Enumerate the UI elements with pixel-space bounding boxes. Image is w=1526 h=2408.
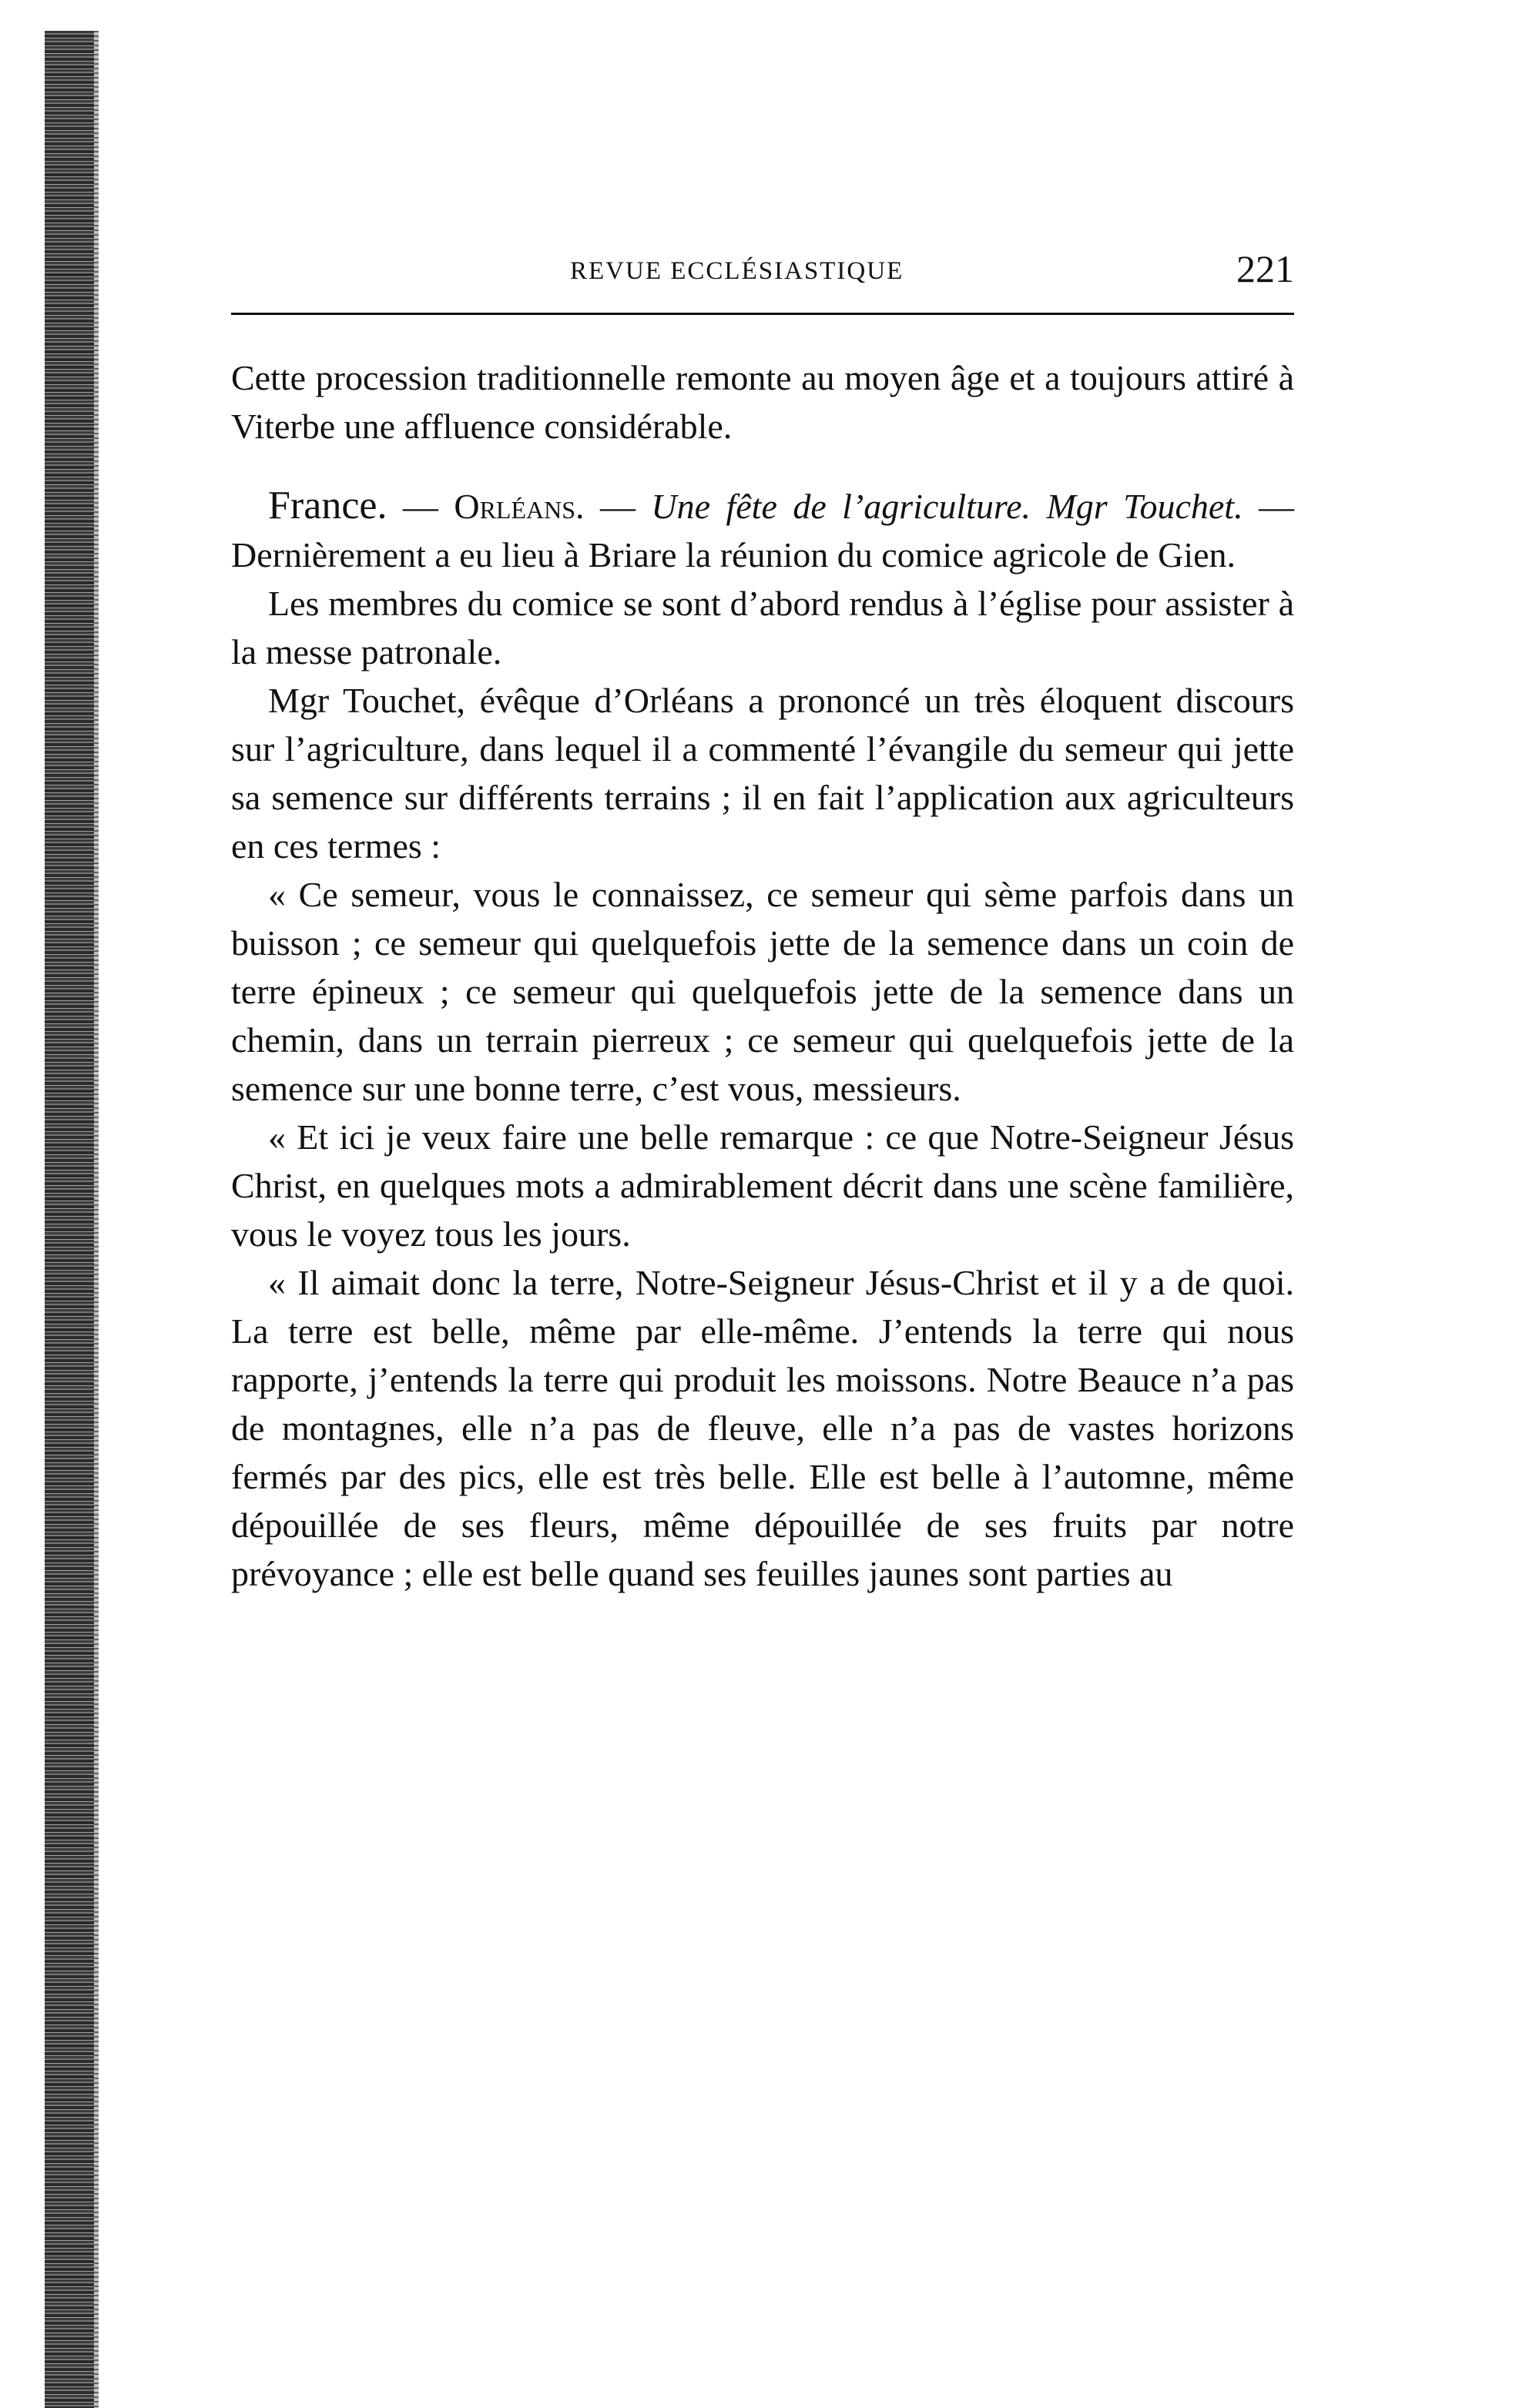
paragraph-discourse: Mgr Touchet, évêque d’Orléans a prononcé un très éloquent discours sur l’agriculture, dans lequel il a commenté l’évangile du semeur qui jette sa semence sur différents terrains ; il en fait l’application aux agriculteurs en ces termes :	[231, 681, 1294, 866]
section-gap	[231, 450, 1294, 481]
running-head	[231, 247, 1294, 300]
paragraph-quote-remarque: « Et ici je veux faire une belle remarque : ce que Notre-Seigneur Jésus Christ, en quelques mots a admirablement décrit dans une scène familière, vous le voyez tous les jours.	[231, 1117, 1294, 1254]
dash: —	[584, 487, 652, 526]
section-title: Une fête de l’agriculture. Mgr Touchet.	[651, 487, 1243, 526]
running-title: REVUE ECCLÉSIASTIQUE	[570, 257, 904, 285]
section-city: Orléans.	[454, 487, 585, 526]
paragraph-procession: Cette procession traditionnelle remonte au moyen âge et a toujours attiré à Viterbe une affluence considérable.	[231, 358, 1294, 446]
page-number: 221	[1236, 247, 1294, 290]
section-country: France.	[268, 484, 387, 527]
paragraph-quote-terre: « Il aimait donc la terre, Notre-Seigneur Jésus-Christ et il y a de quoi. La terre est belle, même par elle-même. J’entends la terre qui nous rapporte, j’entends la terre qui produit les moissons. Notre Beauce n’a pas de montagnes, elle n’a pas de fleuve, elle n’a pas de vastes horizons fermés par des pics, elle est très belle. Elle est belle à l’automne, même dépouillée de ses fleurs, même dépouillée de ses fruits par notre prévoyance ; elle est belle quand ses feuilles jaunes sont parties au	[231, 1263, 1294, 1593]
paragraph-quote-semeur: « Ce semeur, vous le connaissez, ce semeur qui sème parfois dans un buisson ; ce semeur qui quelquefois jette de la semence dans un coin de terre épineux ; ce semeur qui quelquefois jette de la semence dans un chemin, dans un terrain pierreux ; ce semeur qui quelquefois jette de la semence sur une bonne terre, c’est vous, messieurs.	[231, 875, 1294, 1108]
paragraph-section-heading	[231, 481, 1294, 579]
book-binding-edge	[45, 31, 94, 2408]
book-page	[231, 247, 1295, 1598]
dash: —	[387, 487, 454, 526]
section-body: Dernièrement a eu lieu à Briare la réunion du comice agricole de Gien.	[231, 535, 1236, 574]
dash: —	[1243, 487, 1295, 526]
header-rule	[231, 313, 1294, 315]
paragraph-comice: Les membres du comice se sont d’abord rendus à l’église pour assister à la messe patronale.	[231, 584, 1294, 671]
